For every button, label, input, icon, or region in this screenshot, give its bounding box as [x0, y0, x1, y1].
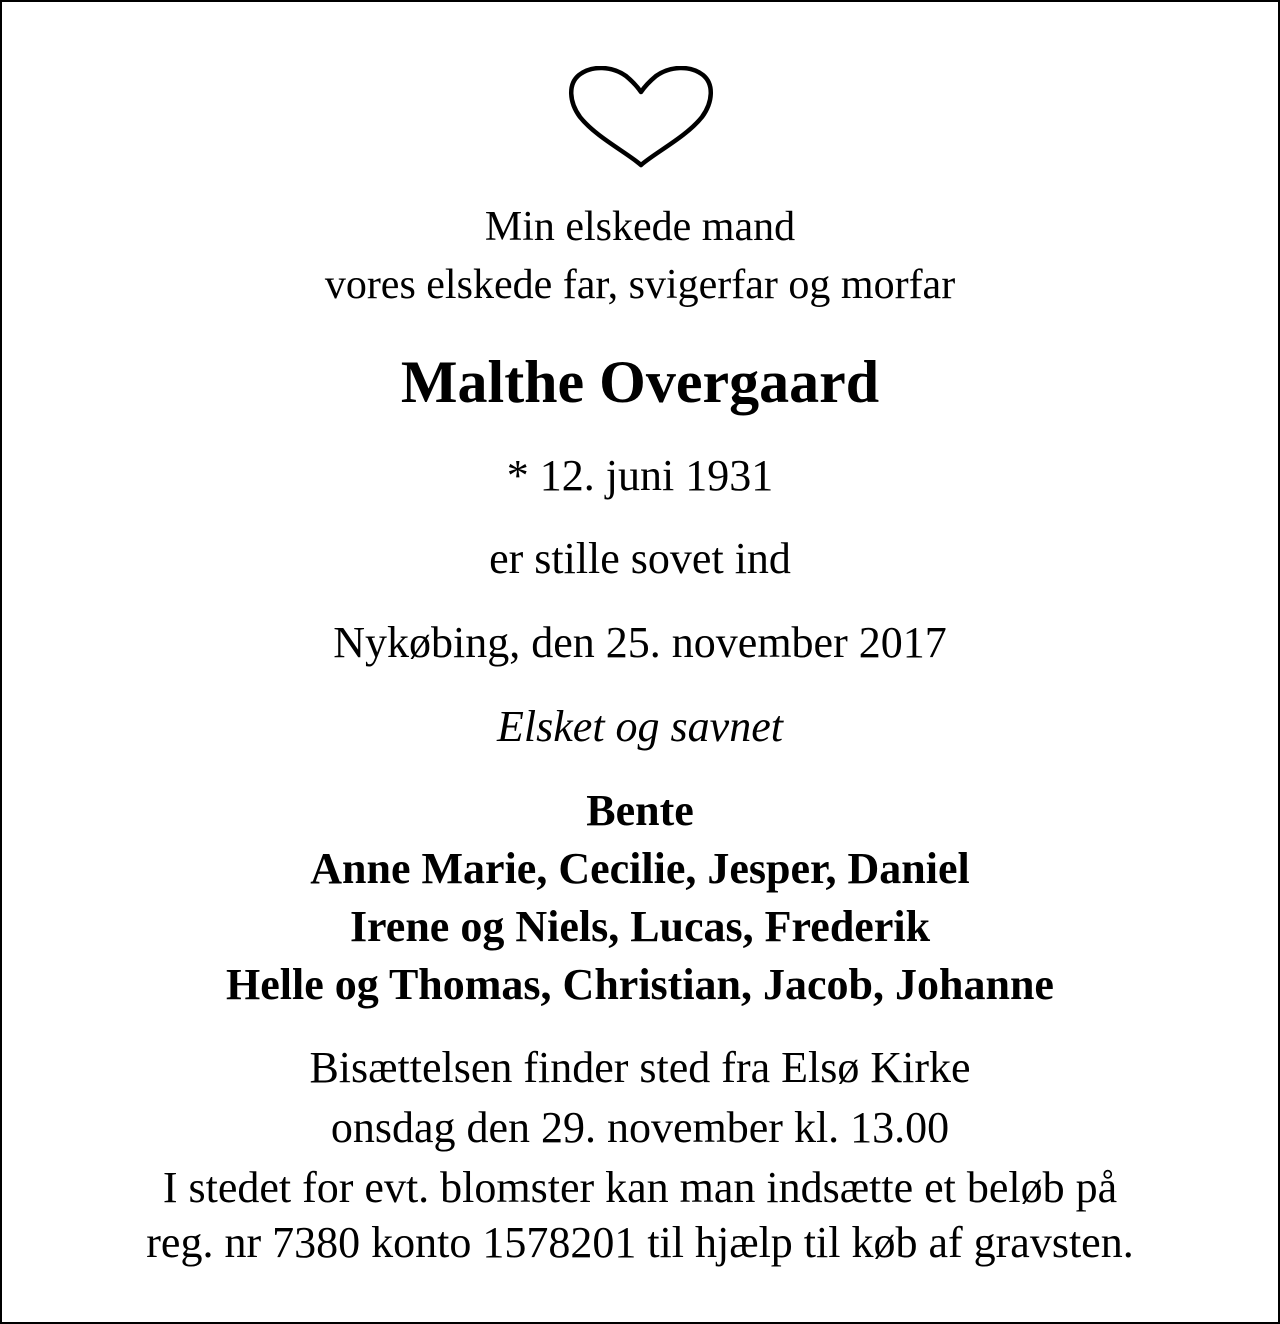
service-line-1: Bisættelsen finder sted fra Elsø Kirke [309, 1043, 971, 1092]
passing-text: er stille sovet ind [489, 534, 791, 583]
service-line-4: reg. nr 7380 konto 1578201 til hjælp til køb af gravsten. [146, 1218, 1134, 1267]
family-line-2: Anne Marie, Cecilie, Jesper, Daniel [310, 844, 970, 893]
service-line-2: onsdag den 29. november kl. 13.00 [330, 1103, 950, 1152]
deceased-name: Malthe Overgaard [400, 349, 880, 415]
intro-line-1: Min elskede mand [484, 204, 796, 250]
family-line-3: Irene og Niels, Lucas, Frederik [349, 902, 931, 951]
service-line-3: I stedet for evt. blomster kan man indsætte et beløb på [162, 1163, 1118, 1212]
family-line-1: Bente [586, 786, 694, 835]
intro-line-2: vores elskede far, svigerfar og morfar [324, 262, 956, 308]
place-date: Nykøbing, den 25. november 2017 [333, 618, 947, 667]
family-line-4: Helle og Thomas, Christian, Jacob, Johanne [226, 960, 1054, 1009]
farewell-text: Elsket og savnet [497, 702, 783, 751]
birth-date: * 12. juni 1931 [506, 451, 774, 500]
heart-outline-icon [568, 66, 714, 170]
